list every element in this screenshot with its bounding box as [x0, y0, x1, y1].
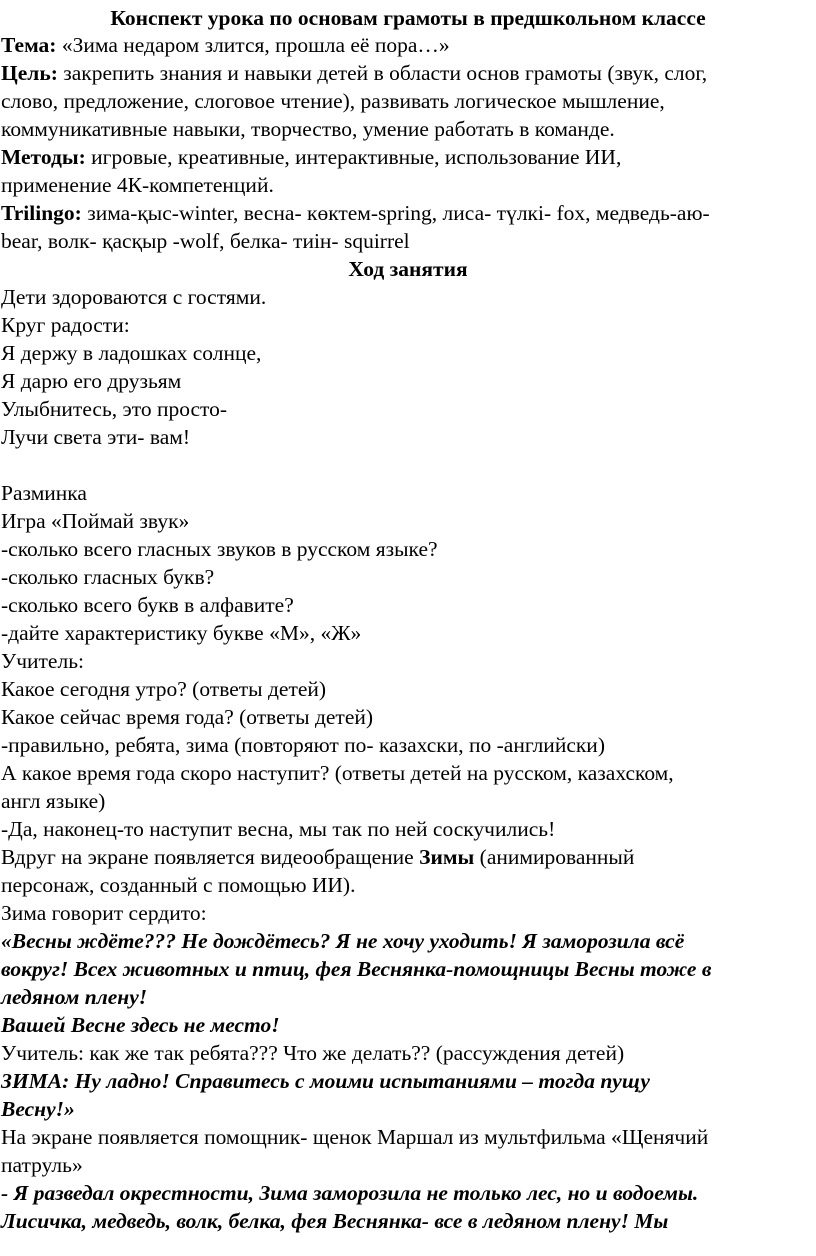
- theme-line: Тема: «Зима недаром злится, прошла её пора…»: [1, 33, 450, 57]
- body-line: Вдруг на экране появляется видеообращение Зимы (анимированный: [1, 845, 635, 869]
- goal-line-2: слово, предложение, слоговое чтение), развивать логическое мышление,: [1, 89, 665, 113]
- body-line: англ языке): [1, 789, 106, 813]
- question-line: -сколько всего букв в алфавите?: [1, 593, 294, 617]
- winter-speech-line: ледяном плену!: [1, 985, 148, 1009]
- trilingo-label: Trilingo:: [1, 201, 82, 225]
- body-line: Зима говорит сердито:: [1, 901, 207, 925]
- document-title: Конспект урока по основам грамоты в предшкольном классе: [110, 6, 706, 30]
- poem-line: Я дарю его друзьям: [1, 369, 182, 393]
- winter-speech-line: Весну!»: [1, 1097, 75, 1121]
- marshal-speech-line: - Я разведал окрестности, Зима заморозила не только лес, но и водоемы.: [1, 1181, 699, 1205]
- goal-line-1: Цель: закрепить знания и навыки детей в области основ грамоты (звук, слог,: [1, 61, 708, 85]
- body-line: Дети здороваются с гостями.: [1, 285, 267, 309]
- poem-line: Улыбнитесь, это просто-: [1, 397, 228, 421]
- body-line: Какое сегодня утро? (ответы детей): [1, 677, 327, 701]
- question-line: -сколько всего гласных звуков в русском языке?: [1, 537, 438, 561]
- warmup-heading: Разминка: [1, 481, 87, 505]
- body-line: Круг радости:: [1, 313, 130, 337]
- body-line: А какое время года скоро наступит? (ответы детей на русском, казахском,: [1, 761, 674, 785]
- winter-speech-line: вокруг! Всех животных и птиц, фея Веснянка-помощницы Весны тоже в: [1, 957, 712, 981]
- body-line: Игра «Поймай звук»: [1, 509, 190, 533]
- question-line: -дайте характеристику букве «М», «Ж»: [1, 621, 362, 645]
- body-line: персонаж, созданный с помощью ИИ).: [1, 873, 356, 897]
- theme-label: Тема:: [1, 33, 57, 57]
- lesson-heading: Ход занятия: [348, 257, 468, 281]
- methods-line-2: применение 4К-компетенций.: [1, 173, 274, 197]
- goal-line-3: коммуникативные навыки, творчество, умение работать в команде.: [1, 117, 615, 141]
- body-line: -правильно, ребята, зима (повторяют по- казахски, по -английски): [1, 733, 605, 757]
- body-line: Учитель: как же так ребята??? Что же делать?? (рассуждения детей): [1, 1041, 625, 1065]
- poem-line: Лучи света эти- вам!: [1, 425, 191, 449]
- body-line: Какое сейчас время года? (ответы детей): [1, 705, 374, 729]
- trilingo-line-2: bear, волк- қасқыр -wolf, белка- тиін- squirrel: [1, 229, 410, 253]
- body-line: -Да, наконец-то наступит весна, мы так по ней соскучились!: [1, 817, 556, 841]
- body-line: На экране появляется помощник- щенок Маршал из мультфильма «Щенячий: [1, 1125, 709, 1149]
- goal-label: Цель:: [1, 61, 58, 85]
- winter-speech-line: ЗИМА: Ну ладно! Справитесь с моими испытаниями – тогда пущу: [1, 1069, 650, 1093]
- methods-line-1: Методы: игровые, креативные, интерактивные, использование ИИ,: [1, 145, 622, 169]
- methods-label: Методы:: [1, 145, 86, 169]
- question-line: -сколько гласных букв?: [1, 565, 215, 589]
- body-line: Учитель:: [1, 649, 84, 673]
- body-line: патруль»: [1, 1153, 83, 1177]
- trilingo-line-1: Trilingo: зима-қыс-winter, весна- көктем-spring, лиса- түлкі- fox, медведь-аю-: [1, 201, 710, 225]
- winter-speech-line: «Весны ждёте??? Не дождётесь? Я не хочу уходить! Я заморозила всё: [1, 929, 685, 953]
- poem-line: Я держу в ладошках солнце,: [1, 341, 262, 365]
- marshal-speech-line: Лисичка, медведь, волк, белка, фея Веснянка- все в ледяном плену! Мы: [1, 1209, 669, 1233]
- winter-speech-line: Вашей Весне здесь не место!: [1, 1013, 280, 1037]
